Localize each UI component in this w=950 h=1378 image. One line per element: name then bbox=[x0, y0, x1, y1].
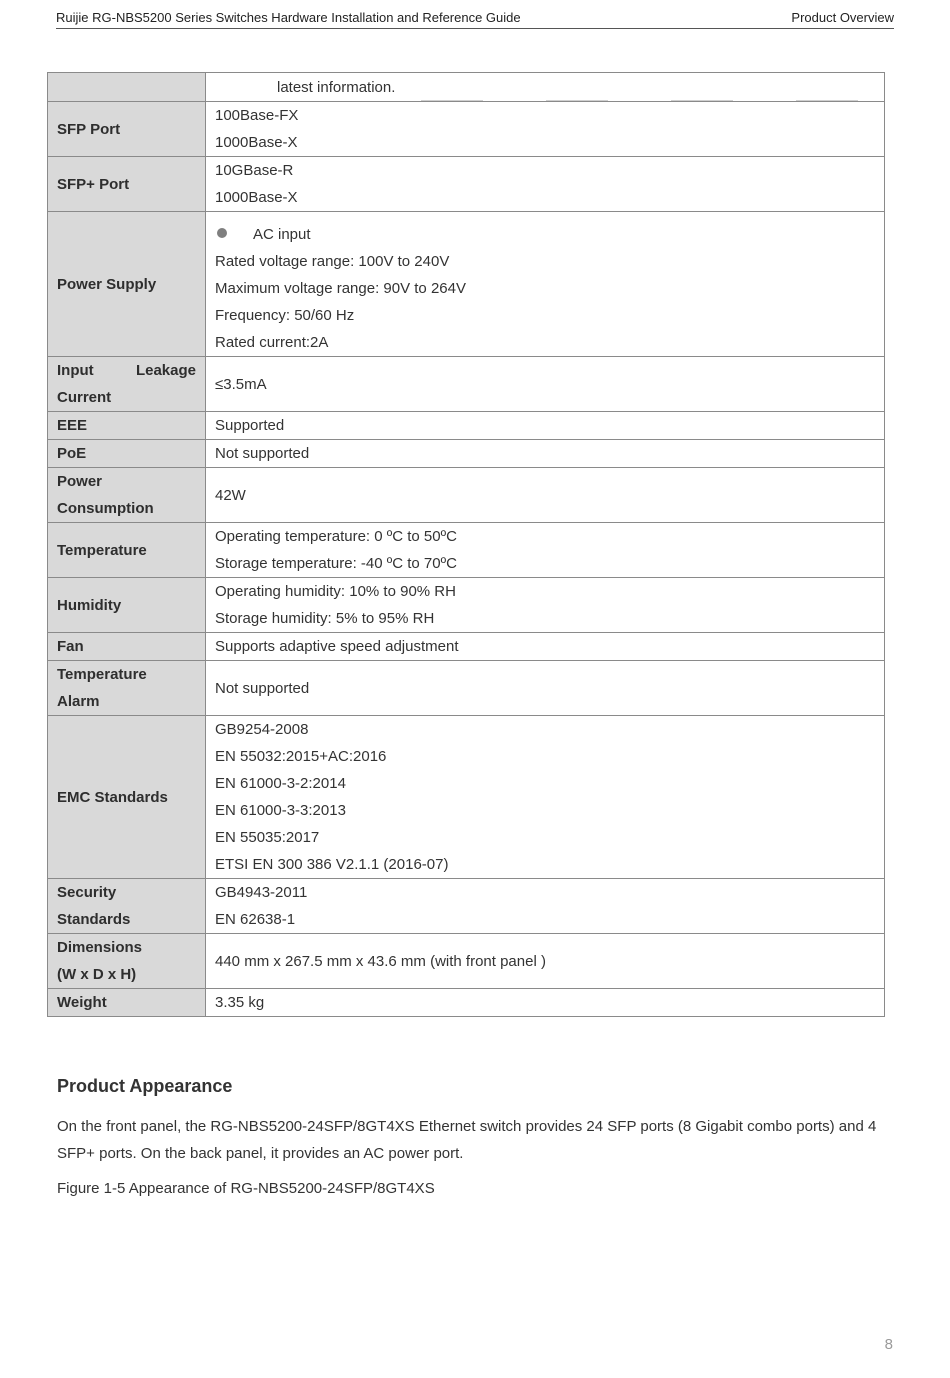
spec-value bbox=[206, 73, 885, 102]
spec-value bbox=[206, 661, 885, 716]
spec-line: Operating temperature: 0 ºC to 50ºC bbox=[215, 528, 457, 545]
spec-value bbox=[206, 633, 885, 661]
spec-key: Temperature bbox=[48, 523, 206, 578]
spec-line: Rated current:2A bbox=[215, 334, 329, 351]
spec-key bbox=[48, 73, 206, 102]
table-row bbox=[48, 633, 885, 661]
table-row bbox=[48, 523, 885, 578]
spec-line: ≤3.5mA bbox=[215, 375, 267, 393]
spec-line: GB4943-2011 bbox=[215, 884, 308, 901]
spec-line: Rated voltage range: 100V to 240V bbox=[215, 253, 450, 270]
table-row bbox=[48, 989, 885, 1017]
spec-line: Not supported bbox=[215, 445, 310, 462]
table-row bbox=[48, 468, 885, 523]
spec-key bbox=[48, 661, 206, 716]
spec-value bbox=[206, 879, 885, 934]
page-number: 8 bbox=[884, 1336, 893, 1353]
header-chapter-title: Product Overview bbox=[791, 10, 894, 25]
spec-line: EN 61000-3-3:2013 bbox=[215, 802, 346, 819]
spec-line: Storage humidity: 5% to 95% RH bbox=[215, 610, 435, 627]
continued-text: latest information. bbox=[277, 78, 396, 96]
bullet-dot-icon bbox=[217, 228, 227, 238]
spec-value bbox=[206, 102, 885, 157]
spec-key-line: Security bbox=[57, 884, 117, 901]
spec-line: Operating humidity: 10% to 90% RH bbox=[215, 583, 456, 600]
spec-line: Supported bbox=[215, 417, 285, 434]
table-row bbox=[48, 440, 885, 468]
spec-key bbox=[48, 357, 206, 412]
table-row bbox=[48, 578, 885, 633]
spec-line: ETSI EN 300 386 V2.1.1 (2016-07) bbox=[215, 856, 449, 873]
spec-line: 1000Base-X bbox=[215, 134, 298, 151]
spec-line: 1000Base-X bbox=[215, 189, 298, 206]
spec-line: Supports adaptive speed adjustment bbox=[215, 638, 459, 655]
table-row bbox=[48, 157, 885, 212]
spec-value bbox=[206, 357, 885, 412]
table-row bbox=[48, 661, 885, 716]
spec-value bbox=[206, 989, 885, 1017]
spec-value bbox=[206, 468, 885, 523]
spec-line: 10GBase-R bbox=[215, 162, 294, 179]
spec-line: 100Base-FX bbox=[215, 107, 299, 124]
spec-key-line: Standards bbox=[57, 911, 131, 928]
table-row bbox=[48, 934, 885, 989]
spec-key-line: Current bbox=[57, 389, 112, 406]
spec-value bbox=[206, 578, 885, 633]
spec-key-line: Input Leakage bbox=[57, 362, 196, 379]
spec-key-line: Alarm bbox=[57, 693, 100, 710]
spec-key: EEE bbox=[48, 412, 206, 440]
spec-key: SFP Port bbox=[48, 102, 206, 157]
spec-value bbox=[206, 716, 885, 879]
specifications-table bbox=[47, 72, 885, 1017]
table-row bbox=[48, 357, 885, 412]
section-heading: Product Appearance bbox=[57, 1076, 233, 1096]
spec-value bbox=[206, 412, 885, 440]
spec-line: EN 55032:2015+AC:2016 bbox=[215, 748, 387, 765]
spec-value bbox=[206, 934, 885, 989]
spec-key-line: Temperature bbox=[57, 666, 147, 683]
spec-key-line: Power bbox=[57, 473, 103, 490]
spec-value bbox=[206, 523, 885, 578]
spec-value bbox=[206, 440, 885, 468]
spec-key bbox=[48, 934, 206, 989]
spec-line: Frequency: 50/60 Hz bbox=[215, 307, 355, 324]
spec-key bbox=[48, 879, 206, 934]
spec-key: SFP+ Port bbox=[48, 157, 206, 212]
table-row bbox=[48, 212, 885, 357]
spec-key: Humidity bbox=[48, 578, 206, 633]
table-row bbox=[48, 716, 885, 879]
spec-line: Storage temperature: -40 ºC to 70ºC bbox=[215, 555, 457, 572]
spec-value bbox=[206, 212, 885, 357]
spec-key: Weight bbox=[48, 989, 206, 1017]
figure-caption: Figure 1-5 Appearance of RG-NBS5200-24SFP/8GT4XS bbox=[57, 1180, 435, 1197]
bullet-line bbox=[215, 221, 875, 248]
spec-line: Not supported bbox=[215, 679, 310, 697]
spec-key-line: Consumption bbox=[57, 500, 154, 517]
spec-line: EN 62638-1 bbox=[215, 911, 296, 928]
table-row bbox=[48, 73, 885, 102]
spec-line: 440 mm x 267.5 mm x 43.6 mm (with front panel ) bbox=[215, 952, 546, 970]
spec-key-line: (W x D x H) bbox=[57, 966, 137, 983]
spec-line: 42W bbox=[215, 486, 246, 504]
spec-line: Maximum voltage range: 90V to 264V bbox=[215, 280, 466, 297]
spec-key: PoE bbox=[48, 440, 206, 468]
table-row bbox=[48, 412, 885, 440]
table-row bbox=[48, 102, 885, 157]
spec-value bbox=[206, 157, 885, 212]
page-header bbox=[56, 9, 894, 29]
spec-line: EN 55035:2017 bbox=[215, 829, 320, 846]
bullet-text: AC input bbox=[253, 226, 311, 243]
spec-line: GB9254-2008 bbox=[215, 721, 309, 738]
spec-key: Power Supply bbox=[48, 212, 206, 357]
spec-key-line: Dimensions bbox=[57, 939, 143, 956]
spec-key: EMC Standards bbox=[48, 716, 206, 879]
section-paragraph: On the front panel, the RG-NBS5200-24SFP/8GT4XS Ethernet switch provides 24 SFP ports (8 Gigabit combo ports) and 4 SFP+ ports. On the back panel, it provides an AC power port. bbox=[57, 1118, 877, 1162]
spec-line: 3.35 kg bbox=[215, 994, 265, 1011]
table-row bbox=[48, 879, 885, 934]
spec-key bbox=[48, 468, 206, 523]
dashed-divider bbox=[421, 100, 859, 101]
spec-line: EN 61000-3-2:2014 bbox=[215, 775, 346, 792]
spec-key: Fan bbox=[48, 633, 206, 661]
header-document-title: Ruijie RG-NBS5200 Series Switches Hardware Installation and Reference Guide bbox=[56, 10, 521, 25]
